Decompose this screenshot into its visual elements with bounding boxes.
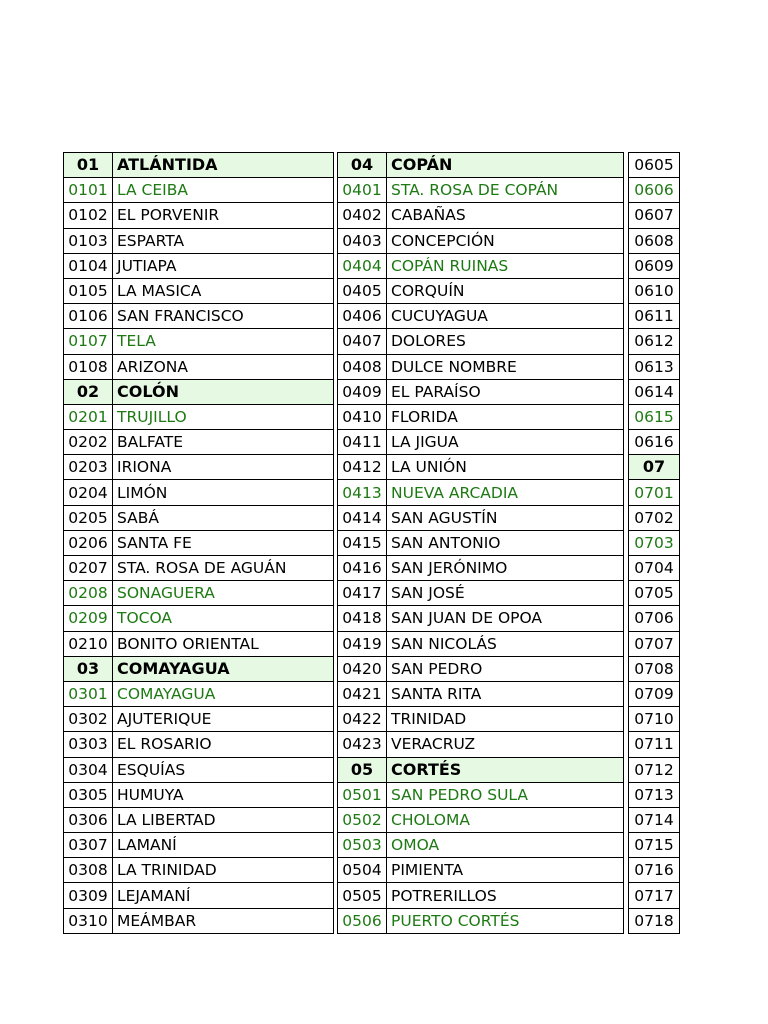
municipality-code: 0703: [629, 530, 680, 555]
department-code: 01: [64, 153, 113, 178]
municipality-code: 0203: [64, 455, 113, 480]
municipality-row: [629, 757, 680, 782]
municipality-row: [629, 329, 680, 354]
municipality-code: 0701: [629, 480, 680, 505]
municipality-name: TELA: [113, 329, 334, 354]
municipality-row: [338, 455, 624, 480]
municipality-code: 0616: [629, 430, 680, 455]
municipality-code: 0418: [338, 606, 387, 631]
municipality-row: [338, 278, 624, 303]
municipality-name: ESQUÍAS: [113, 757, 334, 782]
municipality-code: 0206: [64, 530, 113, 555]
municipality-code: 0101: [64, 178, 113, 203]
municipality-row: [629, 556, 680, 581]
municipality-code: 0705: [629, 581, 680, 606]
municipality-name: OMOA: [387, 833, 624, 858]
municipality-code: 0707: [629, 631, 680, 656]
municipality-code: 0709: [629, 681, 680, 706]
municipality-code: 0306: [64, 807, 113, 832]
municipality-row: [64, 530, 334, 555]
municipality-code: 0702: [629, 505, 680, 530]
municipality-code: 0704: [629, 556, 680, 581]
municipality-row: [64, 354, 334, 379]
municipality-name: DULCE NOMBRE: [387, 354, 624, 379]
municipality-code: 0204: [64, 480, 113, 505]
municipality-row: [629, 379, 680, 404]
municipality-code: 0302: [64, 707, 113, 732]
municipality-code: 0711: [629, 732, 680, 757]
municipality-code: 0615: [629, 404, 680, 429]
municipality-row: [629, 430, 680, 455]
municipality-name: VERACRUZ: [387, 732, 624, 757]
municipality-row: [338, 858, 624, 883]
municipality-name: LA LIBERTAD: [113, 807, 334, 832]
department-name: COMAYAGUA: [113, 656, 334, 681]
municipality-name: EL PARAÍSO: [387, 379, 624, 404]
municipality-code: 0706: [629, 606, 680, 631]
municipality-row: [629, 807, 680, 832]
municipality-name: PIMIENTA: [387, 858, 624, 883]
municipality-row: [629, 304, 680, 329]
municipality-row: [64, 681, 334, 706]
municipality-row: [629, 707, 680, 732]
municipality-code: 0710: [629, 707, 680, 732]
municipality-code: 0303: [64, 732, 113, 757]
municipality-row: [338, 556, 624, 581]
municipality-name: AJUTERIQUE: [113, 707, 334, 732]
municipality-name: MEÁMBAR: [113, 908, 334, 933]
municipality-row: [629, 883, 680, 908]
municipality-row: [64, 430, 334, 455]
municipality-code: 0301: [64, 681, 113, 706]
municipality-row: [64, 606, 334, 631]
municipality-row: [338, 430, 624, 455]
municipality-name: IRIONA: [113, 455, 334, 480]
municipality-name: CORQUÍN: [387, 278, 624, 303]
municipality-code: 0423: [338, 732, 387, 757]
municipality-code: 0304: [64, 757, 113, 782]
municipality-row: [629, 178, 680, 203]
municipality-row: [64, 732, 334, 757]
municipality-code: 0716: [629, 858, 680, 883]
municipality-row: [629, 480, 680, 505]
municipality-row: [64, 782, 334, 807]
municipality-name: SAN PEDRO: [387, 656, 624, 681]
department-header-row: [338, 757, 624, 782]
municipality-row: [629, 656, 680, 681]
municipality-row: [338, 530, 624, 555]
municipality-name: CONCEPCIÓN: [387, 228, 624, 253]
municipality-row: [64, 631, 334, 656]
municipality-name: CABAÑAS: [387, 203, 624, 228]
department-name: COPÁN: [387, 153, 624, 178]
municipality-row: [338, 203, 624, 228]
municipality-row: [629, 253, 680, 278]
municipality-row: [629, 505, 680, 530]
municipality-name: LA JIGUA: [387, 430, 624, 455]
municipality-code: 0208: [64, 581, 113, 606]
municipality-code: 0611: [629, 304, 680, 329]
municipality-row: [64, 404, 334, 429]
municipality-code: 0407: [338, 329, 387, 354]
municipality-row: [338, 656, 624, 681]
department-header-row: [64, 153, 334, 178]
municipality-name: ARIZONA: [113, 354, 334, 379]
municipality-row: [629, 732, 680, 757]
department-code: 04: [338, 153, 387, 178]
municipality-code: 0612: [629, 329, 680, 354]
municipality-code: 0414: [338, 505, 387, 530]
department-header-row: [629, 455, 680, 480]
municipality-code: 0201: [64, 404, 113, 429]
municipality-code: 0401: [338, 178, 387, 203]
municipality-row: [338, 681, 624, 706]
department-code: 03: [64, 656, 113, 681]
municipality-code: 0606: [629, 178, 680, 203]
department-code: 07: [629, 455, 680, 480]
municipality-code: 0415: [338, 530, 387, 555]
municipality-code: 0411: [338, 430, 387, 455]
municipality-row: [338, 304, 624, 329]
municipality-name: TRUJILLO: [113, 404, 334, 429]
municipality-code: 0403: [338, 228, 387, 253]
municipality-table-column-3: [628, 152, 680, 934]
department-name: CORTÉS: [387, 757, 624, 782]
municipality-row: [629, 681, 680, 706]
municipality-row: [629, 404, 680, 429]
municipality-row: [338, 505, 624, 530]
municipality-row: [64, 908, 334, 933]
municipality-name: PUERTO CORTÉS: [387, 908, 624, 933]
municipality-code: 0717: [629, 883, 680, 908]
municipality-row: [629, 581, 680, 606]
department-header-row: [64, 379, 334, 404]
municipality-table-1: [63, 152, 334, 934]
municipality-code: 0503: [338, 833, 387, 858]
municipality-code: 0105: [64, 278, 113, 303]
municipality-name: BONITO ORIENTAL: [113, 631, 334, 656]
municipality-row: [629, 833, 680, 858]
municipality-code: 0613: [629, 354, 680, 379]
municipality-name: LA MASICA: [113, 278, 334, 303]
municipality-name: NUEVA ARCADIA: [387, 480, 624, 505]
municipality-row: [629, 782, 680, 807]
municipality-code: 0106: [64, 304, 113, 329]
municipality-code: 0210: [64, 631, 113, 656]
municipality-row: [64, 278, 334, 303]
municipality-code: 0308: [64, 858, 113, 883]
municipality-name: JUTIAPA: [113, 253, 334, 278]
municipality-code: 0205: [64, 505, 113, 530]
municipality-code: 0708: [629, 656, 680, 681]
municipality-code: 0405: [338, 278, 387, 303]
municipality-row: [629, 354, 680, 379]
municipality-name: TOCOA: [113, 606, 334, 631]
municipality-row: [64, 833, 334, 858]
municipality-table-2: [337, 152, 624, 934]
municipality-name: CUCUYAGUA: [387, 304, 624, 329]
municipality-name: POTRERILLOS: [387, 883, 624, 908]
municipality-name: LA CEIBA: [113, 178, 334, 203]
municipality-code: 0505: [338, 883, 387, 908]
municipality-code: 0713: [629, 782, 680, 807]
municipality-code: 0504: [338, 858, 387, 883]
municipality-name: FLORIDA: [387, 404, 624, 429]
municipality-code: 0417: [338, 581, 387, 606]
municipality-code: 0402: [338, 203, 387, 228]
municipality-row: [338, 782, 624, 807]
municipality-name: LEJAMANÍ: [113, 883, 334, 908]
department-header-row: [64, 656, 334, 681]
municipality-row: [338, 908, 624, 933]
municipality-row: [64, 178, 334, 203]
municipality-row: [338, 329, 624, 354]
municipality-code: 0410: [338, 404, 387, 429]
municipality-name: DOLORES: [387, 329, 624, 354]
department-header-row: [338, 153, 624, 178]
municipality-name: SANTA RITA: [387, 681, 624, 706]
municipality-row: [64, 858, 334, 883]
municipality-name: LAMANÍ: [113, 833, 334, 858]
municipality-row: [338, 178, 624, 203]
municipality-row: [64, 480, 334, 505]
municipality-code: 0104: [64, 253, 113, 278]
municipality-code: 0310: [64, 908, 113, 933]
municipality-code: 0607: [629, 203, 680, 228]
municipality-row: [64, 304, 334, 329]
municipality-name: SONAGUERA: [113, 581, 334, 606]
municipality-code: 0409: [338, 379, 387, 404]
municipality-code: 0412: [338, 455, 387, 480]
municipality-name: TRINIDAD: [387, 707, 624, 732]
municipality-name: SAN ANTONIO: [387, 530, 624, 555]
municipality-name: LA TRINIDAD: [113, 858, 334, 883]
municipality-name: EL PORVENIR: [113, 203, 334, 228]
municipality-name: STA. ROSA DE AGUÁN: [113, 556, 334, 581]
municipality-row: [64, 556, 334, 581]
municipality-name: LA UNIÓN: [387, 455, 624, 480]
municipality-code: 0614: [629, 379, 680, 404]
municipality-row: [64, 581, 334, 606]
municipality-row: [64, 707, 334, 732]
municipality-code: 0501: [338, 782, 387, 807]
municipality-row: [629, 606, 680, 631]
municipality-name: SAN AGUSTÍN: [387, 505, 624, 530]
municipality-row: [64, 455, 334, 480]
municipality-row: [338, 480, 624, 505]
municipality-code: 0419: [338, 631, 387, 656]
municipality-row: [64, 329, 334, 354]
municipality-row: [338, 379, 624, 404]
municipality-row: [338, 606, 624, 631]
municipality-row: [629, 203, 680, 228]
municipality-code: 0416: [338, 556, 387, 581]
municipality-row: [338, 253, 624, 278]
municipality-code: 0714: [629, 807, 680, 832]
municipality-row: [338, 581, 624, 606]
municipality-name: SANTA FE: [113, 530, 334, 555]
municipality-name: ESPARTA: [113, 228, 334, 253]
department-code: 02: [64, 379, 113, 404]
municipality-name: SAN JOSÉ: [387, 581, 624, 606]
municipality-name: COPÁN RUINAS: [387, 253, 624, 278]
municipality-code: 0502: [338, 807, 387, 832]
municipality-code: 0422: [338, 707, 387, 732]
municipality-table-column-2: [337, 152, 624, 934]
department-name: COLÓN: [113, 379, 334, 404]
municipality-code: 0413: [338, 480, 387, 505]
municipality-row: [64, 253, 334, 278]
municipality-table-3: [628, 152, 680, 934]
department-code: 05: [338, 757, 387, 782]
municipality-row: [629, 631, 680, 656]
municipality-row: [629, 908, 680, 933]
municipality-row: [338, 631, 624, 656]
municipality-code: 0715: [629, 833, 680, 858]
department-name: ATLÁNTIDA: [113, 153, 334, 178]
municipality-code: 0202: [64, 430, 113, 455]
municipality-row: [629, 530, 680, 555]
municipality-row: [338, 707, 624, 732]
municipality-row: [338, 883, 624, 908]
municipality-code: 0102: [64, 203, 113, 228]
municipality-row: [64, 228, 334, 253]
municipality-name: CHOLOMA: [387, 807, 624, 832]
municipality-row: [64, 883, 334, 908]
municipality-code: 0506: [338, 908, 387, 933]
municipality-name: STA. ROSA DE COPÁN: [387, 178, 624, 203]
municipality-row: [64, 203, 334, 228]
municipality-code: 0608: [629, 228, 680, 253]
municipality-code: 0108: [64, 354, 113, 379]
municipality-code: 0610: [629, 278, 680, 303]
municipality-code: 0605: [629, 153, 680, 178]
municipality-row: [629, 153, 680, 178]
municipality-code: 0609: [629, 253, 680, 278]
municipality-name: SAN NICOLÁS: [387, 631, 624, 656]
municipality-name: HUMUYA: [113, 782, 334, 807]
municipality-row: [629, 278, 680, 303]
municipality-name: SAN JUAN DE OPOA: [387, 606, 624, 631]
municipality-name: SABÁ: [113, 505, 334, 530]
municipality-code: 0420: [338, 656, 387, 681]
municipality-code: 0404: [338, 253, 387, 278]
municipality-code: 0307: [64, 833, 113, 858]
municipality-row: [64, 505, 334, 530]
municipality-name: EL ROSARIO: [113, 732, 334, 757]
municipality-name: SAN JERÓNIMO: [387, 556, 624, 581]
municipality-code: 0712: [629, 757, 680, 782]
municipality-code: 0421: [338, 681, 387, 706]
municipality-name: BALFATE: [113, 430, 334, 455]
municipality-code: 0305: [64, 782, 113, 807]
municipality-row: [64, 757, 334, 782]
municipality-row: [338, 354, 624, 379]
municipality-code: 0209: [64, 606, 113, 631]
municipality-row: [338, 732, 624, 757]
municipality-code: 0406: [338, 304, 387, 329]
municipality-code: 0107: [64, 329, 113, 354]
municipality-name: COMAYAGUA: [113, 681, 334, 706]
municipality-code: 0309: [64, 883, 113, 908]
municipality-code: 0408: [338, 354, 387, 379]
municipality-row: [338, 228, 624, 253]
municipality-name: SAN FRANCISCO: [113, 304, 334, 329]
municipality-table-column-1: [63, 152, 334, 934]
municipality-code: 0718: [629, 908, 680, 933]
municipality-row: [629, 228, 680, 253]
municipality-code: 0103: [64, 228, 113, 253]
municipality-name: SAN PEDRO SULA: [387, 782, 624, 807]
municipality-row: [338, 807, 624, 832]
municipality-row: [629, 858, 680, 883]
municipality-row: [338, 833, 624, 858]
municipality-row: [64, 807, 334, 832]
municipality-code: 0207: [64, 556, 113, 581]
municipality-row: [338, 404, 624, 429]
municipality-name: LIMÓN: [113, 480, 334, 505]
